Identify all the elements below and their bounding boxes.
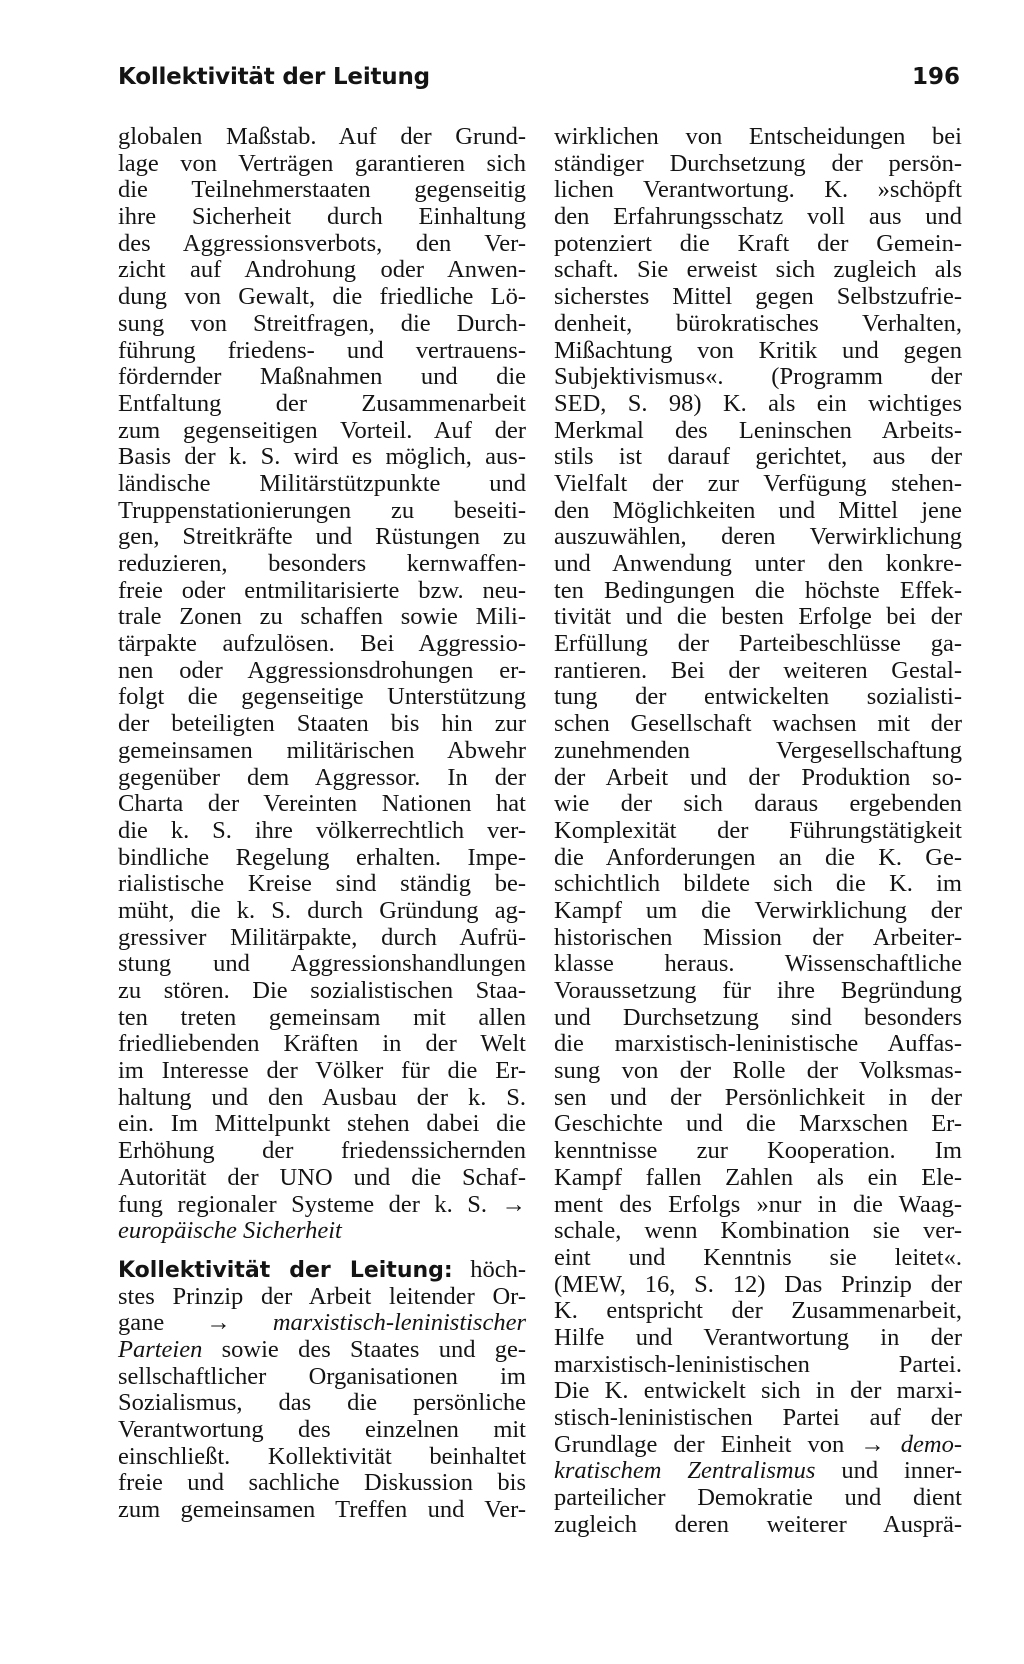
text-line: ständiger Durchsetzung der persön- xyxy=(554,149,962,177)
text-line: stes Prinzip der Arbeit leitender Or- xyxy=(118,1282,526,1310)
text-line: tärpakte aufzulösen. Bei Aggressio- xyxy=(118,630,526,658)
cross-reference[interactable]: Parteien xyxy=(118,1335,203,1363)
text-line: Verantwortung des einzelnen mit xyxy=(118,1416,526,1443)
text-line: gegenüber dem Aggressor. In der xyxy=(118,763,526,791)
text-line: und Anwendung unter den konkre- xyxy=(554,550,962,577)
text-line: historischen Mission der Arbeiter- xyxy=(554,923,962,951)
text-line: Die K. entwickelt sich in der marxi- xyxy=(554,1377,962,1405)
text-line: Erhöhung der friedenssichernden xyxy=(118,1137,526,1165)
text-line: Truppenstationierungen zu beseiti- xyxy=(118,496,526,524)
text-line: zugleich deren weiterer Ausprä- xyxy=(554,1510,962,1538)
text-line: wie der sich daraus ergebenden xyxy=(554,790,962,818)
text-line: wirklichen von Entscheidungen bei xyxy=(554,123,962,150)
dictionary-entry xyxy=(118,1257,526,1524)
text-line: gemeinsamen militärischen Abwehr xyxy=(118,736,526,764)
right-column xyxy=(554,124,962,1538)
text-line: schen Gesellschaft wachsen mit der xyxy=(554,710,962,738)
text-line: nen oder Aggressionsdrohungen er- xyxy=(118,656,526,684)
entry-first-line: Kollektivität der Leitung: höch- xyxy=(118,1255,526,1283)
page-header xyxy=(118,64,960,98)
text-line: Basis der k. S. wird es möglich, aus- xyxy=(118,443,526,471)
text-line: die marxistisch-leninistische Auffas- xyxy=(554,1030,962,1058)
text-line: lichen Verantwortung. K. »schöpft xyxy=(554,176,962,204)
text-line: und Durchsetzung sind besonders xyxy=(554,1003,962,1031)
text-line: sen und der Persönlichkeit in der xyxy=(554,1083,962,1111)
right-column-text xyxy=(554,124,962,1538)
text-line: Mißachtung von Kritik und gegen xyxy=(554,336,962,364)
left-column-text xyxy=(118,124,526,1218)
text-line: trale Zonen zu schaffen sowie Mili- xyxy=(118,603,526,631)
text-line: Hilfe und Verantwortung in der xyxy=(554,1323,962,1351)
text-line: parteilicher Demokratie und dient xyxy=(554,1484,962,1512)
text-line: denheit, bürokratisches Verhalten, xyxy=(554,309,962,337)
text-line: friedliebenden Kräften in der Welt xyxy=(118,1030,526,1058)
text-line: der beteiligten Staaten bis hin zur xyxy=(118,710,526,738)
text-line: Charta der Vereinten Nationen hat xyxy=(118,790,526,818)
text-line: lage von Verträgen garantieren sich xyxy=(118,149,526,177)
text-line: zum gemeinsamen Treffen und Ver- xyxy=(118,1496,526,1524)
text-line: K. entspricht der Zusammenarbeit, xyxy=(554,1297,962,1325)
text-line: im Interesse der Völker für die Er- xyxy=(118,1057,526,1085)
text-line: gressiver Militärpakte, durch Aufrü- xyxy=(118,923,526,951)
entry-body xyxy=(118,1364,526,1524)
text-line: Subjektivismus«. (Programm der xyxy=(554,363,962,391)
text-line: die k. S. ihre völkerrechtlich ver- xyxy=(118,816,526,844)
text-line xyxy=(118,1218,526,1245)
text-line: ment des Erfolgs »nur in die Waag- xyxy=(554,1190,962,1218)
text-line: führung friedens- und vertrauens- xyxy=(118,336,526,364)
cross-reference[interactable]: europäische Sicherheit xyxy=(118,1217,342,1245)
left-column xyxy=(118,124,526,1524)
text-line: SED, S. 98) K. als ein wichtiges xyxy=(554,389,962,417)
text-line: zicht auf Androhung oder Anwen- xyxy=(118,256,526,284)
text-line: stils ist darauf gerichtet, aus der xyxy=(554,443,962,471)
cross-reference[interactable]: marxistisch-leninistischer xyxy=(272,1309,526,1337)
cross-reference[interactable]: kratischem Zentralismus xyxy=(554,1457,816,1485)
text-line: Voraussetzung für ihre Begründung xyxy=(554,977,962,1004)
text-line: schichtlich bildete sich die K. im xyxy=(554,870,962,898)
text-line: ein. Im Mittelpunkt stehen dabei die xyxy=(118,1110,526,1138)
text-line: tivität und die besten Erfolge bei der xyxy=(554,603,962,631)
cross-reference[interactable]: demo- xyxy=(900,1430,962,1458)
entry-headword: Kollektivität der Leitung: xyxy=(118,1257,453,1283)
text-line: die Teilnehmerstaaten gegenseitig xyxy=(118,176,526,204)
text-line: Parteien sowie des Staates und ge- xyxy=(118,1335,526,1363)
text-line: die Anforderungen an die K. Ge- xyxy=(554,843,962,871)
text-line: globalen Maßstab. Auf der Grund- xyxy=(118,123,526,150)
text-line: reduzieren, besonders kernwaffen- xyxy=(118,550,526,577)
text-line: zu stören. Die sozialistischen Staa- xyxy=(118,977,526,1004)
text-line: freie oder entmilitarisierte bzw. neu- xyxy=(118,576,526,604)
text-line: fördernder Maßnahmen und die xyxy=(118,363,526,391)
text-line: Sozialismus, das die persönliche xyxy=(118,1389,526,1417)
text-line: dung von Gewalt, die friedliche Lö- xyxy=(118,283,526,311)
text-line: Grundlage der Einheit von → demo- xyxy=(554,1430,962,1458)
text-line: rialistische Kreise sind ständig be- xyxy=(118,870,526,898)
text-line: marxistisch-leninistischen Partei. xyxy=(554,1350,962,1378)
text-line: Merkmal des Leninschen Arbeits- xyxy=(554,416,962,444)
text-line: den Erfahrungsschatz voll aus und xyxy=(554,203,962,231)
text-line: müht, die k. S. durch Gründung ag- xyxy=(118,896,526,924)
text-line: ihre Sicherheit durch Einhaltung xyxy=(118,203,526,231)
text-line: des Aggressionsverbots, den Ver- xyxy=(118,229,526,257)
text-line: Komplexität der Führungstätigkeit xyxy=(554,816,962,844)
text-line: ländische Militärstützpunkte und xyxy=(118,469,526,497)
text-line: sicherstes Mittel gegen Selbstzufrie- xyxy=(554,283,962,311)
text-line: fung regionaler Systeme der k. S. → xyxy=(118,1190,526,1218)
text-line: potenziert die Kraft der Gemein- xyxy=(554,229,962,257)
text-line: kenntnisse zur Kooperation. Im xyxy=(554,1137,962,1165)
text-line: gen, Streitkräfte und Rüstungen zu xyxy=(118,523,526,551)
text-line: den Möglichkeiten und Mittel jene xyxy=(554,496,962,524)
text-line: einschließt. Kollektivität beinhaltet xyxy=(118,1442,526,1470)
text-line: Kampf fallen Zahlen als ein Ele- xyxy=(554,1163,962,1191)
text-line: schaft. Sie erweist sich zugleich als xyxy=(554,256,962,284)
text-line: Erfüllung der Parteibeschlüsse ga- xyxy=(554,630,962,658)
text-line: sung von Streitfragen, die Durch- xyxy=(118,309,526,337)
text-line: freie und sachliche Diskussion bis xyxy=(118,1469,526,1497)
text-line: auszuwählen, deren Verwirklichung xyxy=(554,523,962,551)
text-line: bindliche Regelung erhalten. Impe- xyxy=(118,843,526,871)
text-line: Entfaltung der Zusammenarbeit xyxy=(118,389,526,417)
text-line: haltung und den Ausbau der k. S. xyxy=(118,1083,526,1111)
text-line: eint und Kenntnis sie leitet«. xyxy=(554,1243,962,1271)
text-line: ten treten gemeinsam mit allen xyxy=(118,1003,526,1031)
text-line: klasse heraus. Wissenschaftliche xyxy=(554,950,962,978)
text-line: Kampf um die Verwirklichung der xyxy=(554,896,962,924)
text-line: Autorität der UNO und die Schaf- xyxy=(118,1163,526,1191)
text-line: gane → marxistisch-leninistischer xyxy=(118,1309,526,1337)
text-line: tung der entwickelten sozialisti- xyxy=(554,683,962,711)
text-line: der Arbeit und der Produktion so- xyxy=(554,763,962,791)
text-line: sung von der Rolle der Volksmas- xyxy=(554,1057,962,1085)
text-line: folgt die gegenseitige Unterstützung xyxy=(118,683,526,711)
text-line: Geschichte und die Marxschen Er- xyxy=(554,1110,962,1138)
text-line: rantieren. Bei der weiteren Gestal- xyxy=(554,656,962,684)
text-line: zum gegenseitigen Vorteil. Auf der xyxy=(118,416,526,444)
page-number: 196 xyxy=(911,64,960,90)
text-line: stisch-leninistischen Partei auf der xyxy=(554,1404,962,1431)
text-line: ten Bedingungen die höchste Effek- xyxy=(554,576,962,604)
text-line: schale, wenn Kombination sie ver- xyxy=(554,1217,962,1245)
text-line: zunehmenden Vergesellschaftung xyxy=(554,736,962,764)
running-head: Kollektivität der Leitung xyxy=(118,64,430,90)
text-line: Vielfalt der zur Verfügung stehen- xyxy=(554,469,962,497)
text-line: (MEW, 16, S. 12) Das Prinzip der xyxy=(554,1270,962,1298)
text-line: sellschaftlicher Organisationen im xyxy=(118,1362,526,1390)
text-line: kratischem Zentralismus und inner- xyxy=(554,1457,962,1485)
text-line: stung und Aggressionshandlungen xyxy=(118,950,526,978)
